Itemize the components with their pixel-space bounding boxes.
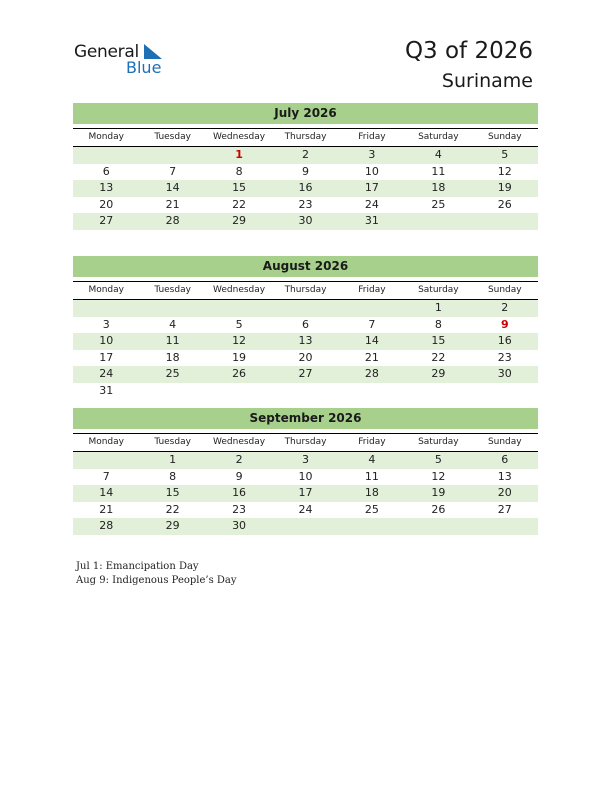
weekday-label: Tuesday bbox=[154, 132, 191, 142]
day-cell: 6 bbox=[301, 317, 309, 331]
day-cell: 26 bbox=[232, 367, 247, 380]
day-cell bbox=[73, 300, 139, 317]
day-cell: 14 bbox=[364, 334, 379, 347]
day-cell: 25 bbox=[431, 197, 446, 211]
month-calendar-september bbox=[73, 408, 538, 535]
weekday-label: Saturday bbox=[418, 132, 459, 142]
day-cell: 23 bbox=[497, 350, 512, 364]
day-cell: 9 bbox=[301, 164, 309, 178]
day-cell bbox=[405, 383, 471, 400]
day-cell: 28 bbox=[165, 214, 180, 227]
day-cell bbox=[139, 300, 205, 317]
week-row bbox=[73, 383, 538, 400]
week-row bbox=[73, 485, 538, 502]
month-calendar-july bbox=[73, 103, 538, 230]
day-cell: 30 bbox=[497, 367, 512, 380]
week-row bbox=[73, 350, 538, 367]
day-cell: 7 bbox=[169, 164, 177, 178]
day-cell: 20 bbox=[99, 197, 114, 211]
week-row bbox=[73, 180, 538, 197]
day-cell: 3 bbox=[368, 148, 376, 161]
day-cell: 3 bbox=[102, 317, 110, 331]
holiday-day-cell: 9 bbox=[500, 317, 509, 331]
day-cell: 6 bbox=[102, 164, 110, 178]
day-cell: 22 bbox=[431, 350, 446, 364]
day-cell: 5 bbox=[235, 317, 243, 331]
week-rows bbox=[73, 452, 538, 535]
page-title: Q3 of 2026 bbox=[404, 38, 533, 64]
weekday-label: Saturday bbox=[418, 437, 459, 447]
weekday-header-row bbox=[73, 433, 538, 452]
day-cell bbox=[405, 518, 471, 535]
day-cell: 16 bbox=[497, 334, 512, 347]
day-cell: 22 bbox=[165, 502, 180, 516]
weekday-label: Monday bbox=[88, 132, 124, 142]
day-cell bbox=[206, 300, 272, 317]
day-cell: 13 bbox=[497, 469, 512, 483]
weekday-header-row bbox=[73, 128, 538, 147]
day-cell: 1 bbox=[169, 453, 177, 466]
day-cell: 28 bbox=[99, 519, 114, 532]
weekday-header-row bbox=[73, 281, 538, 300]
week-row bbox=[73, 300, 538, 317]
day-cell: 20 bbox=[497, 486, 512, 499]
day-cell: 5 bbox=[501, 148, 509, 161]
day-cell bbox=[339, 518, 405, 535]
day-cell: 30 bbox=[232, 519, 247, 532]
month-title: August 2026 bbox=[73, 256, 538, 277]
day-cell bbox=[339, 300, 405, 317]
day-cell bbox=[272, 300, 338, 317]
week-row bbox=[73, 469, 538, 486]
day-cell: 7 bbox=[368, 317, 376, 331]
day-cell: 18 bbox=[165, 350, 180, 364]
holiday-day-cell: 1 bbox=[235, 148, 243, 161]
day-cell: 19 bbox=[497, 181, 512, 194]
day-cell: 12 bbox=[232, 334, 247, 347]
day-cell: 16 bbox=[298, 181, 313, 194]
day-cell: 5 bbox=[434, 453, 442, 466]
week-row bbox=[73, 502, 538, 519]
weekday-label: Saturday bbox=[418, 285, 459, 295]
day-cell: 13 bbox=[99, 181, 114, 194]
day-cell: 24 bbox=[298, 502, 313, 516]
day-cell: 27 bbox=[497, 502, 512, 516]
weekday-label: Tuesday bbox=[154, 437, 191, 447]
day-cell: 4 bbox=[368, 453, 376, 466]
day-cell bbox=[206, 383, 272, 400]
day-cell: 29 bbox=[232, 214, 247, 227]
day-cell: 27 bbox=[99, 214, 114, 227]
day-cell bbox=[405, 213, 471, 230]
day-cell: 8 bbox=[235, 164, 243, 178]
week-row bbox=[73, 452, 538, 469]
day-cell: 15 bbox=[232, 181, 247, 194]
day-cell: 13 bbox=[298, 334, 313, 347]
day-cell: 24 bbox=[99, 367, 114, 380]
day-cell bbox=[73, 147, 139, 164]
day-cell: 24 bbox=[364, 197, 379, 211]
day-cell: 10 bbox=[99, 334, 114, 347]
day-cell: 27 bbox=[298, 367, 313, 380]
week-row bbox=[73, 164, 538, 181]
day-cell: 10 bbox=[364, 164, 379, 178]
day-cell bbox=[272, 518, 338, 535]
weekday-label: Thursday bbox=[284, 132, 327, 142]
weekday-label: Sunday bbox=[487, 285, 522, 295]
day-cell: 31 bbox=[364, 214, 379, 227]
day-cell: 26 bbox=[497, 197, 512, 211]
weekday-label: Wednesday bbox=[213, 285, 266, 295]
week-row bbox=[73, 147, 538, 164]
day-cell: 29 bbox=[431, 367, 446, 380]
day-cell: 11 bbox=[431, 164, 446, 178]
holiday-note: Jul 1: Emancipation Day bbox=[76, 561, 199, 572]
day-cell: 21 bbox=[364, 350, 379, 364]
day-cell bbox=[472, 518, 538, 535]
day-cell: 11 bbox=[165, 334, 180, 347]
week-row bbox=[73, 197, 538, 214]
day-cell bbox=[472, 383, 538, 400]
day-cell: 20 bbox=[298, 350, 313, 364]
day-cell: 18 bbox=[364, 486, 379, 499]
day-cell: 4 bbox=[434, 148, 442, 161]
day-cell: 22 bbox=[232, 197, 247, 211]
day-cell: 29 bbox=[165, 519, 180, 532]
day-cell: 9 bbox=[235, 469, 243, 483]
weekday-label: Thursday bbox=[284, 437, 327, 447]
logo-text-general: General bbox=[74, 42, 139, 62]
holiday-notes bbox=[76, 560, 237, 588]
day-cell: 18 bbox=[431, 181, 446, 194]
day-cell: 23 bbox=[298, 197, 313, 211]
day-cell: 7 bbox=[102, 469, 110, 483]
day-cell: 3 bbox=[301, 453, 309, 466]
day-cell: 25 bbox=[165, 367, 180, 380]
day-cell: 15 bbox=[165, 486, 180, 499]
day-cell: 4 bbox=[169, 317, 177, 331]
day-cell: 19 bbox=[431, 486, 446, 499]
day-cell: 21 bbox=[99, 502, 114, 516]
day-cell: 2 bbox=[301, 148, 309, 161]
day-cell: 2 bbox=[235, 453, 243, 466]
day-cell: 10 bbox=[298, 469, 313, 483]
day-cell: 17 bbox=[364, 181, 379, 194]
day-cell: 1 bbox=[434, 301, 442, 314]
weekday-label: Wednesday bbox=[213, 437, 266, 447]
day-cell: 19 bbox=[232, 350, 247, 364]
month-calendar-august bbox=[73, 256, 538, 399]
week-row bbox=[73, 317, 538, 334]
weekday-label: Thursday bbox=[284, 285, 327, 295]
week-row bbox=[73, 366, 538, 383]
country-name: Suriname bbox=[441, 70, 533, 92]
day-cell bbox=[139, 383, 205, 400]
weekday-label: Friday bbox=[358, 132, 386, 142]
day-cell: 21 bbox=[165, 197, 180, 211]
day-cell: 31 bbox=[99, 383, 114, 397]
day-cell bbox=[139, 147, 205, 164]
day-cell: 25 bbox=[364, 502, 379, 516]
weekday-label: Tuesday bbox=[154, 285, 191, 295]
day-cell: 23 bbox=[232, 502, 247, 516]
day-cell: 26 bbox=[431, 502, 446, 516]
day-cell: 12 bbox=[497, 164, 512, 178]
weekday-label: Sunday bbox=[487, 437, 522, 447]
day-cell: 8 bbox=[169, 469, 177, 483]
day-cell bbox=[472, 213, 538, 230]
day-cell: 15 bbox=[431, 334, 446, 347]
week-rows bbox=[73, 300, 538, 399]
day-cell: 16 bbox=[232, 486, 247, 499]
day-cell: 17 bbox=[99, 350, 114, 364]
day-cell: 2 bbox=[501, 301, 509, 314]
holiday-note: Aug 9: Indigenous People’s Day bbox=[76, 575, 237, 586]
weekday-label: Friday bbox=[358, 437, 386, 447]
logo-text-blue: Blue bbox=[126, 58, 162, 77]
day-cell: 8 bbox=[434, 317, 442, 331]
day-cell: 30 bbox=[298, 214, 313, 227]
weekday-label: Friday bbox=[358, 285, 386, 295]
brand-logo bbox=[74, 42, 174, 78]
weekday-label: Wednesday bbox=[213, 132, 266, 142]
week-rows bbox=[73, 147, 538, 230]
weekday-label: Monday bbox=[88, 285, 124, 295]
week-row bbox=[73, 518, 538, 535]
weekday-label: Sunday bbox=[487, 132, 522, 142]
month-title: September 2026 bbox=[73, 408, 538, 429]
week-row bbox=[73, 213, 538, 230]
day-cell: 12 bbox=[431, 469, 446, 483]
day-cell: 14 bbox=[165, 181, 180, 194]
day-cell: 28 bbox=[364, 367, 379, 380]
day-cell bbox=[73, 452, 139, 469]
day-cell: 14 bbox=[99, 486, 114, 499]
day-cell: 6 bbox=[501, 453, 509, 466]
day-cell: 11 bbox=[364, 469, 379, 483]
day-cell: 17 bbox=[298, 486, 313, 499]
month-title: July 2026 bbox=[73, 103, 538, 124]
day-cell bbox=[272, 383, 338, 400]
day-cell bbox=[339, 383, 405, 400]
weekday-label: Monday bbox=[88, 437, 124, 447]
week-row bbox=[73, 333, 538, 350]
